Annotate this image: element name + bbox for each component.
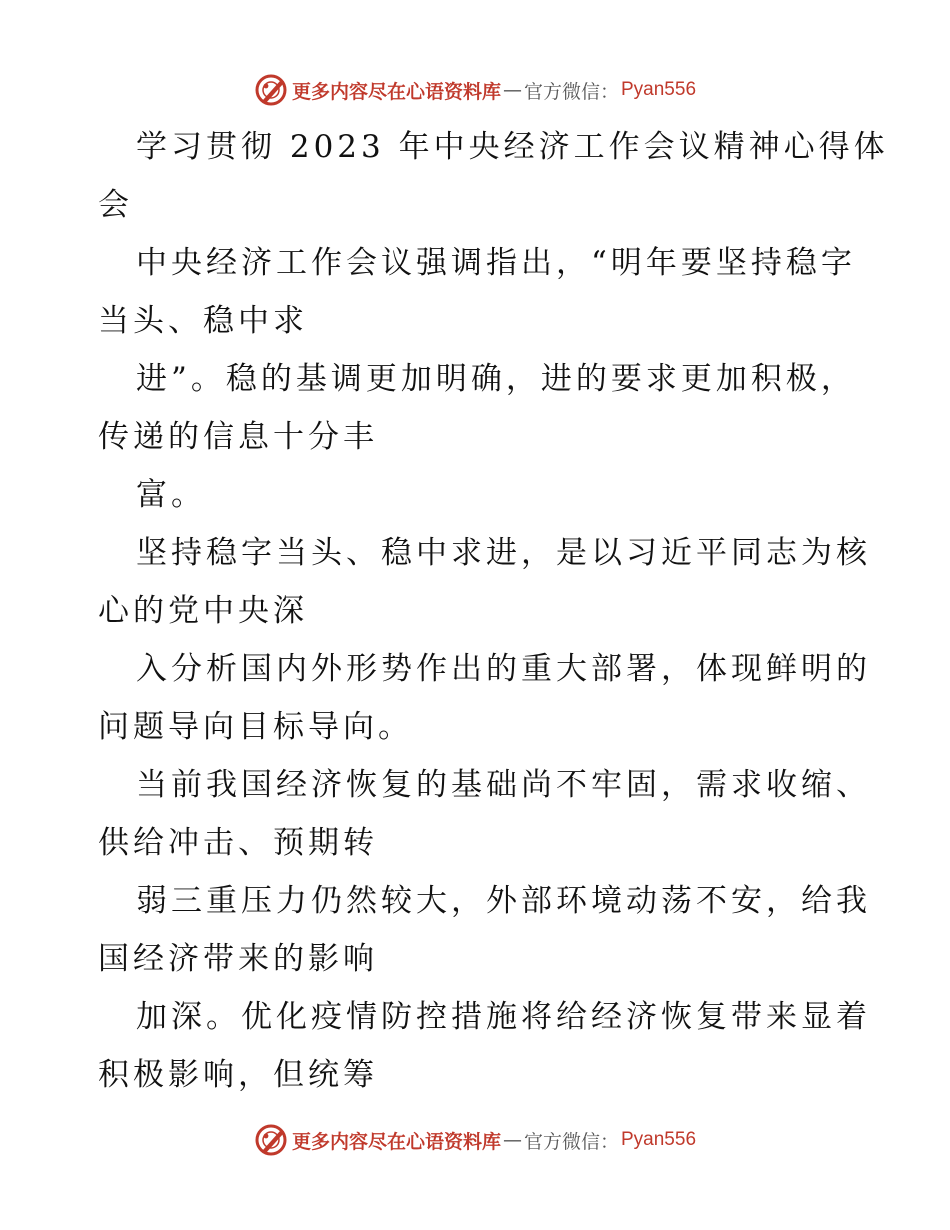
text-line: 问题导向目标导向。 bbox=[98, 709, 413, 745]
footer-banner bbox=[0, 1120, 950, 1160]
text-line: 供给冲击、预期转 bbox=[98, 825, 378, 861]
text-line: 富。 bbox=[136, 477, 206, 513]
pen-seal-icon bbox=[254, 73, 288, 107]
text-line: 会 bbox=[98, 187, 133, 223]
text-line: 当头、稳中求 bbox=[98, 303, 308, 339]
banner-label: 官方微信： bbox=[523, 1130, 619, 1153]
text-line: 进”。稳的基调更加明确，进的要求更加积极， bbox=[136, 361, 856, 397]
banner-dash: — bbox=[502, 79, 522, 101]
text-line: 加深。优化疫情防控措施将给经济恢复带来显着 bbox=[136, 999, 871, 1035]
banner-dash: — bbox=[502, 1129, 522, 1151]
banner-label: 官方微信： bbox=[523, 80, 619, 103]
pen-seal-icon bbox=[254, 1123, 288, 1157]
document-body bbox=[98, 118, 889, 1104]
text-line: 传递的信息十分丰 bbox=[98, 419, 378, 455]
text-line: 国经济带来的影响 bbox=[98, 941, 378, 977]
text-line: 中央经济工作会议强调指出，“明年要坚持稳字 bbox=[136, 245, 856, 281]
text-line: 学习贯彻 2023 年中央经济工作会议精神心得体 bbox=[136, 129, 889, 165]
banner-account: Pyan556 bbox=[621, 79, 697, 100]
text-line: 心的党中央深 bbox=[98, 593, 308, 629]
text-line: 坚持稳字当头、稳中求进，是以习近平同志为核 bbox=[136, 535, 871, 571]
text-line: 入分析国内外形势作出的重大部署，体现鲜明的 bbox=[136, 651, 871, 687]
text-line: 当前我国经济恢复的基础尚不牢固，需求收缩、 bbox=[136, 767, 871, 803]
banner-account: Pyan556 bbox=[621, 1129, 697, 1150]
banner-main-text: 更多内容尽在心语资料库 bbox=[291, 80, 501, 103]
text-line: 积极影响，但统筹 bbox=[98, 1057, 378, 1093]
text-line: 弱三重压力仍然较大，外部环境动荡不安，给我 bbox=[136, 883, 871, 919]
banner-main-text: 更多内容尽在心语资料库 bbox=[291, 1130, 501, 1153]
header-banner bbox=[0, 70, 950, 110]
